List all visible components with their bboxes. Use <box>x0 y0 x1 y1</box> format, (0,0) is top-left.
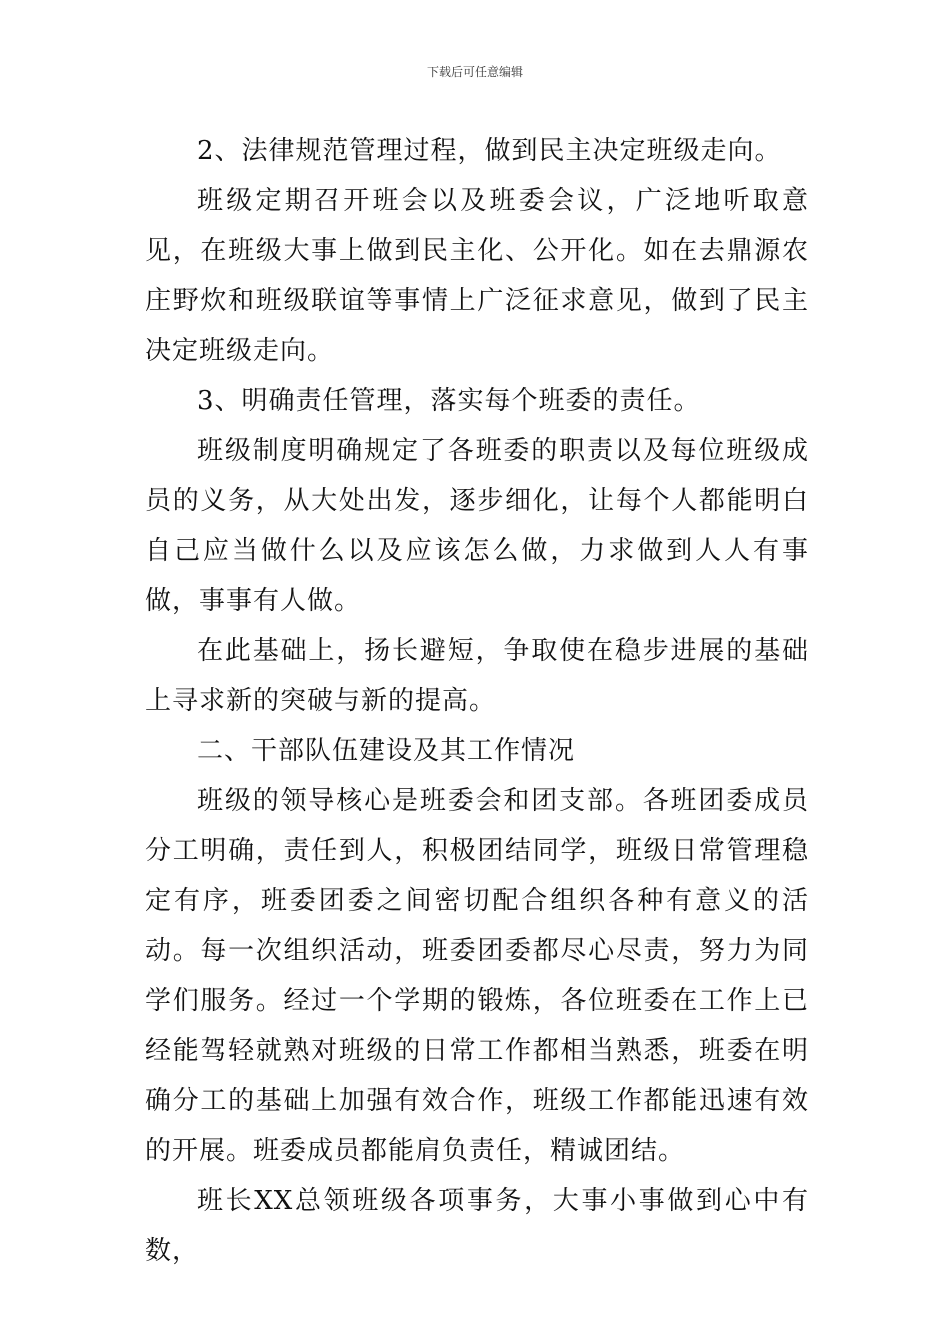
paragraph-3: 3、明确责任管理，落实每个班委的责任。 <box>197 386 701 416</box>
paragraph-1: 2、法律规范管理过程，做到民主决定班级走向。 <box>197 136 782 166</box>
page-header-note: 下载后可任意编辑 <box>426 65 523 79</box>
section-heading: 二、干部队伍建设及其工作情况 <box>197 736 576 766</box>
document-body <box>145 126 809 1276</box>
paragraph-7: 班长XX总领班级各项事务，大事小事做到心中有数， <box>145 1186 809 1266</box>
paragraph-5: 在此基础上，扬长避短，争取使在稳步进展的基础上寻求新的突破与新的提高。 <box>145 636 809 716</box>
paragraph-6: 班级的领导核心是班委会和团支部。各班团委成员分工明确，责任到人，积极团结同学，班级日常管理稳定有序，班委团委之间密切配合组织各种有意义的活动。每一次组织活动，班委团委都尽心尽责，努力为同学们服务。经过一个学期的锻炼，各位班委在工作上已经能驾轻就熟对班级的日常工作都相当熟悉，班委在明确分工的基础上加强有效合作，班级工作都能迅速有效的开展。班委成员都能肩负责任，精诚团结。 <box>145 786 809 1166</box>
paragraph-2: 班级定期召开班会以及班委会议，广泛地听取意见，在班级大事上做到民主化、公开化。如在去鼎源农庄野炊和班级联谊等事情上广泛征求意见，做到了民主决定班级走向。 <box>145 186 809 366</box>
paragraph-4: 班级制度明确规定了各班委的职责以及每位班级成员的义务，从大处出发，逐步细化，让每个人都能明白自己应当做什么以及应该怎么做，力求做到人人有事做，事事有人做。 <box>145 436 809 616</box>
